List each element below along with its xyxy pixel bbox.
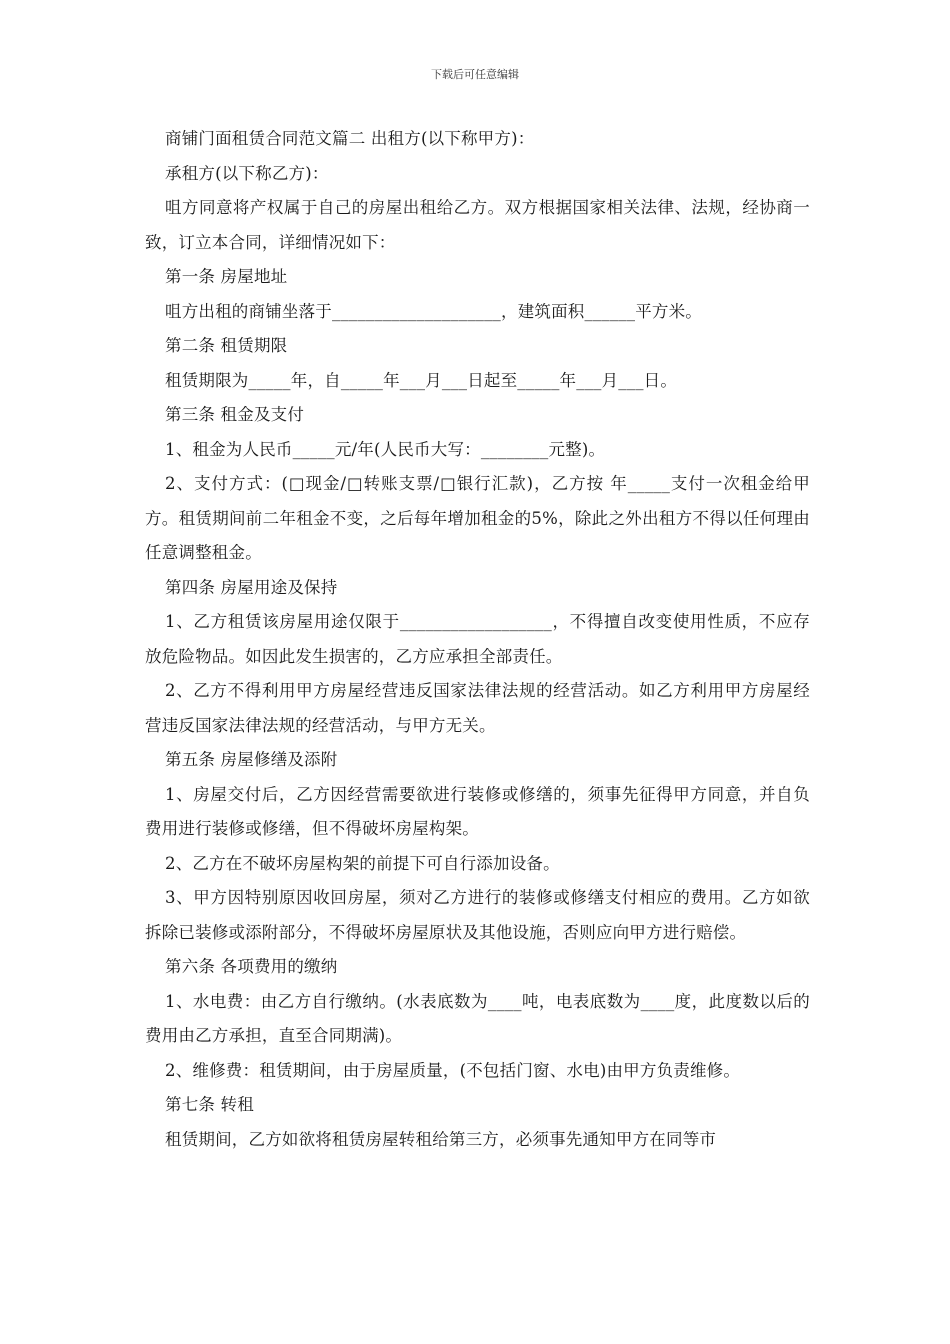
doc-title-line: 商铺门面租赁合同范文篇二 出租方(以下称甲方)： (165, 129, 535, 148)
article-5-heading: 第五条 房屋修缮及添附 (165, 750, 338, 769)
article-1-heading: 第一条 房屋地址 (165, 267, 288, 286)
article-4-item-1: 1、乙方租赁该房屋用途仅限于__________________，不得擅自改变使用性质，不应存放危险物品。如因此发生损害的，乙方应承担全部责任。 (145, 612, 810, 666)
article-6-heading: 第六条 各项费用的缴纳 (165, 957, 338, 976)
lessee-line: 承租方(以下称乙方)： (165, 163, 329, 183)
contract-body (145, 122, 810, 1157)
article-5-item-1: 1、房屋交付后，乙方因经营需要欲进行装修或修缮的，须事先征得甲方同意，并自负费用进行装修或修缮，但不得破坏房屋构架。 (145, 784, 810, 838)
article-1-text: 咀方出租的商铺坐落于____________________，建筑面积______平方米。 (165, 301, 702, 321)
article-6-item-1: 1、水电费：由乙方自行缴纳。(水表底数为____吨，电表底数为____度，此度数以后的费用由乙方承担，直至合同期满)。 (145, 991, 810, 1045)
article-3-heading: 第三条 租金及支付 (165, 405, 305, 424)
article-7-heading: 第七条 转租 (165, 1095, 254, 1114)
article-4-item-2: 2、乙方不得利用甲方房屋经营违反国家法律法规的经营活动。如乙方利用甲方房屋经营违反国家法律法规的经营活动，与甲方无关。 (145, 681, 810, 735)
article-2-text: 租赁期限为_____年，自_____年___月___日起至_____年___月___日。 (165, 370, 678, 390)
article-5-item-2: 2、乙方在不破坏房屋构架的前提下可自行添加设备。 (165, 853, 560, 873)
article-6-item-2: 2、维修费：租赁期间，由于房屋质量，(不包括门窗、水电)由甲方负责维修。 (165, 1060, 741, 1080)
article-3-item-2: 2、支付方式：(□现金/□转账支票/□银行汇款)，乙方按 年_____支付一次租金给甲方。租赁期间前二年租金不变，之后每年增加租金的5%，除此之外出租方不得以任何理由任意调整租金。 (145, 474, 810, 562)
article-2-heading: 第二条 租赁期限 (165, 336, 288, 355)
article-4-heading: 第四条 房屋用途及保持 (165, 577, 338, 597)
intro-paragraph: 咀方同意将产权属于自己的房屋出租给乙方。双方根据国家相关法律、法规，经协商一致，订立本合同，详细情况如下： (145, 198, 810, 252)
article-7-text: 租赁期间，乙方如欲将租赁房屋转租给第三方，必须事先通知甲方在同等市 (165, 1129, 717, 1149)
article-3-item-1: 1、租金为人民币_____元/年(人民币大写：________元整)。 (165, 439, 606, 459)
page-header-note: 下载后可任意编辑 (431, 68, 519, 81)
article-5-item-3: 3、甲方因特别原因收回房屋，须对乙方进行的装修或修缮支付相应的费用。乙方如欲拆除已装修或添附部分，不得破坏房屋原状及其他设施，否则应向甲方进行赔偿。 (145, 888, 810, 942)
